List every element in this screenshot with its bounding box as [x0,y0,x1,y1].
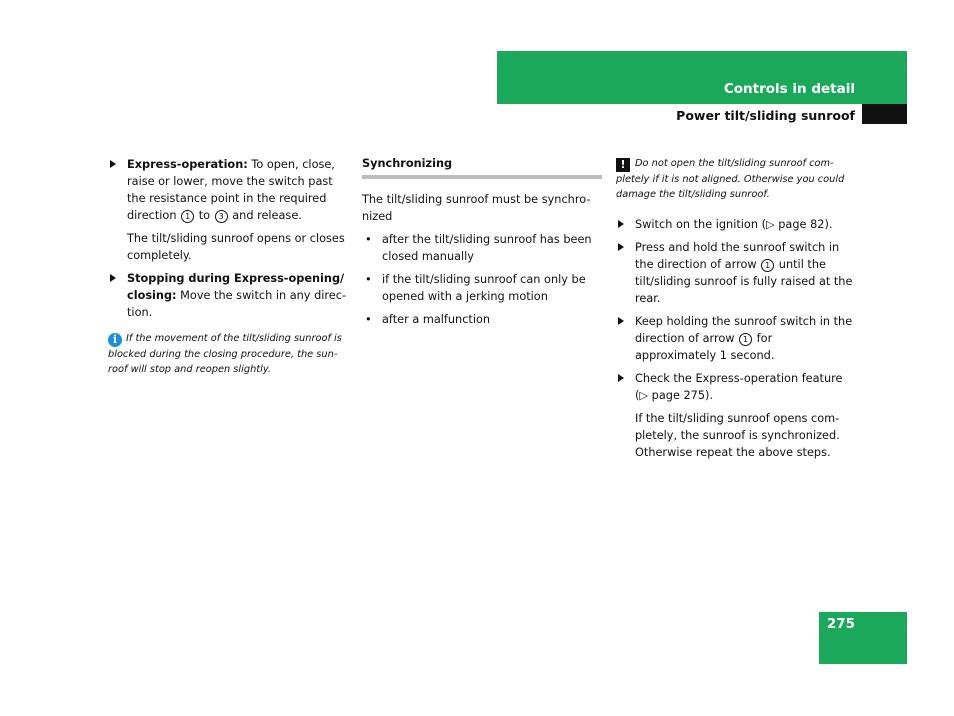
step-arrow-icon [618,243,624,251]
step-result: If the tilt/sliding sunroof opens com-pletely, the sunroof is synchronized. Otherwise repeat the above steps. [635,412,840,459]
step-arrow-icon [618,374,624,382]
header-bar [497,51,907,104]
step-label: Stopping during Express-opening/ closing: [127,272,345,302]
section-heading: Synchronizing [362,156,602,179]
callout-number: 1 [181,210,194,223]
callout-number: 1 [761,259,774,272]
list-item: • if the tilt/sliding sunroof can only be opened with a jerking motion [365,273,586,303]
step-press-hold: Press and hold the sunroof switch in the direction of arrow 1 until the tilt/sliding sunroof is fully raised at the rear. [616,239,856,307]
info-note: i If the movement of the tilt/sliding sunroof is blocked during the closing procedure, the sun-roof will stop and reopen slightly. [108,333,342,375]
step-ignition: Switch on the ignition (▷ page 82). [616,216,856,233]
warning-note: ! Do not open the tilt/sliding sunroof com-pletely if it is not aligned. Otherwise you could damage the tilt/sliding sunroof. [616,158,845,200]
list-item: • after the tilt/sliding sunroof has been closed manually [365,233,592,263]
page-number-box [819,612,907,664]
info-icon: i [108,333,122,347]
subsection-title: Power tilt/sliding sunroof [676,108,855,123]
page-number: 275 [826,616,855,632]
intro-text: The tilt/sliding sunroof must be synchro-nized [362,193,591,223]
column-express-operation [108,156,348,377]
callout-number: 1 [739,333,752,346]
step-label: Express-operation: [127,158,248,171]
step-arrow-icon [618,220,624,228]
step-express-operation: Express-operation: To open, close, raise or lower, move the switch past the resistance point in the required direction 1 to 3 and release. [108,156,348,224]
step-stopping: Stopping during Express-opening/ closing: Move the switch in any direc-tion. [108,270,348,321]
column-synchronizing [362,156,602,334]
section-title: Controls in detail [723,81,855,97]
step-keep-holding: Keep holding the sunroof switch in the direction of arrow 1 for approximately 1 second. [616,313,856,364]
step-check-express: Check the Express-operation feature (▷ page 275). [616,370,856,404]
step-arrow-icon [618,317,624,325]
warning-icon: ! [616,158,630,172]
callout-number: 3 [215,210,228,223]
column-sync-procedure [616,156,856,467]
step-arrow-icon [110,274,116,282]
section-tab-marker [862,104,907,124]
step-result: The tilt/sliding sunroof opens or closes completely. [127,232,345,262]
list-item: • after a malfunction [365,313,491,326]
step-arrow-icon [110,160,116,168]
